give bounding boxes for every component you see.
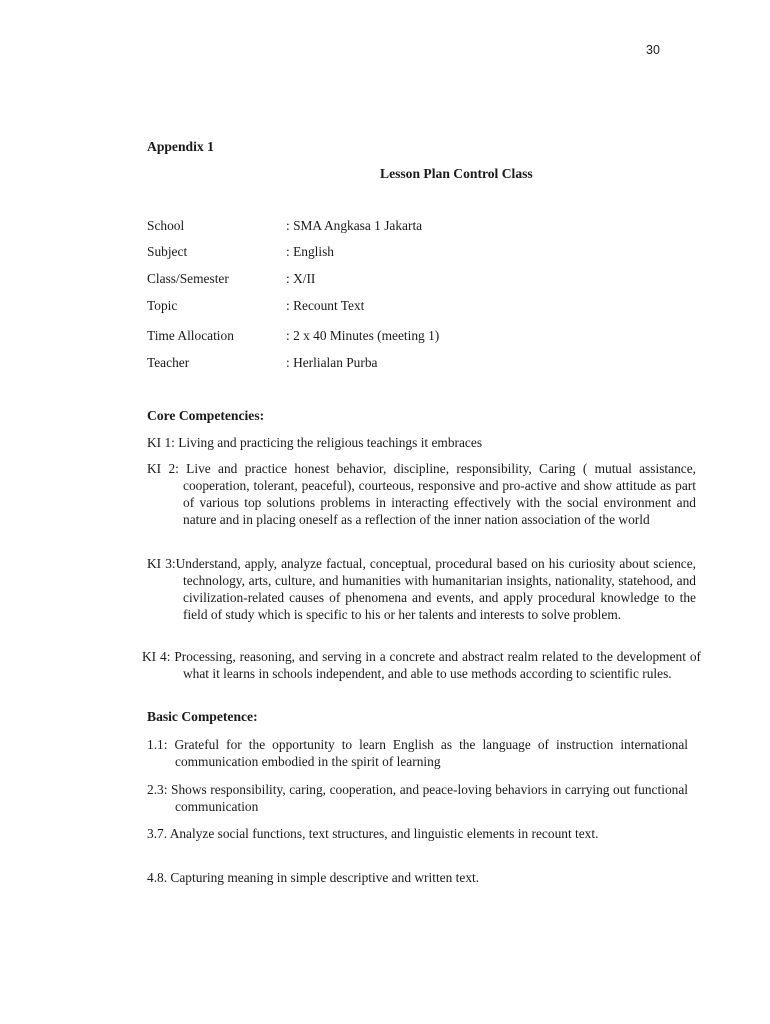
page-number: 30 [646, 43, 660, 57]
core-competency-ki3: KI 3:Understand, apply, analyze factual, conceptual, procedural based on his curiosity about science, technology, arts, culture, and humanities with humanitarian insights, nationality, statehood, and civilization-related causes of phenomena and events, and apply procedural knowledge to the field of study which is specific to his or her talents and interests to solve problem. [147, 556, 696, 622]
basic-competence-1-1: 1.1: Grateful for the opportunity to learn English as the language of instruction international communication embodied in the spirit of learning [147, 737, 688, 769]
core-competencies-heading: Core Competencies: [147, 408, 265, 423]
subject-label: Subject [147, 244, 188, 259]
appendix-title: Appendix 1 [147, 139, 214, 154]
teacher-label: Teacher [147, 355, 190, 370]
page-title: Lesson Plan Control Class [380, 166, 533, 181]
basic-competence-4-8: 4.8. Capturing meaning in simple descriptive and written text. [147, 870, 480, 885]
subject-value: : English [286, 244, 334, 259]
core-competency-ki4: KI 4: Processing, reasoning, and serving in a concrete and abstract realm related to the development of what it learns in schools independent, and able to use methods according to scientific rules. [142, 649, 701, 681]
time-allocation-value: : 2 x 40 Minutes (meeting 1) [286, 328, 440, 343]
core-competency-ki2: KI 2: Live and practice honest behavior, discipline, responsibility, Caring ( mutual assistance, cooperation, tolerant, peaceful), courteous, responsive and pro-active and show attitude as part of various top solutions problems in interacting effectively with the social environment and nature and in placing oneself as a reflection of the inner nation association of the world [147, 461, 696, 527]
class-semester-value: : X/II [286, 271, 316, 286]
time-allocation-label: Time Allocation [147, 328, 234, 343]
core-competency-ki1: KI 1: Living and practicing the religious teachings it embraces [147, 435, 483, 450]
basic-competence-2-3: 2.3: Shows responsibility, caring, cooperation, and peace-loving behaviors in carrying out functional communication [147, 782, 688, 814]
basic-competence-heading: Basic Competence: [147, 709, 258, 724]
topic-label: Topic [147, 298, 178, 313]
teacher-value: : Herlialan Purba [286, 355, 378, 370]
school-label: School [147, 218, 185, 233]
class-semester-label: Class/Semester [147, 271, 229, 286]
basic-competence-3-7: 3.7. Analyze social functions, text structures, and linguistic elements in recount text. [147, 826, 599, 841]
topic-value: : Recount Text [286, 298, 365, 313]
school-value: : SMA Angkasa 1 Jakarta [286, 218, 423, 233]
